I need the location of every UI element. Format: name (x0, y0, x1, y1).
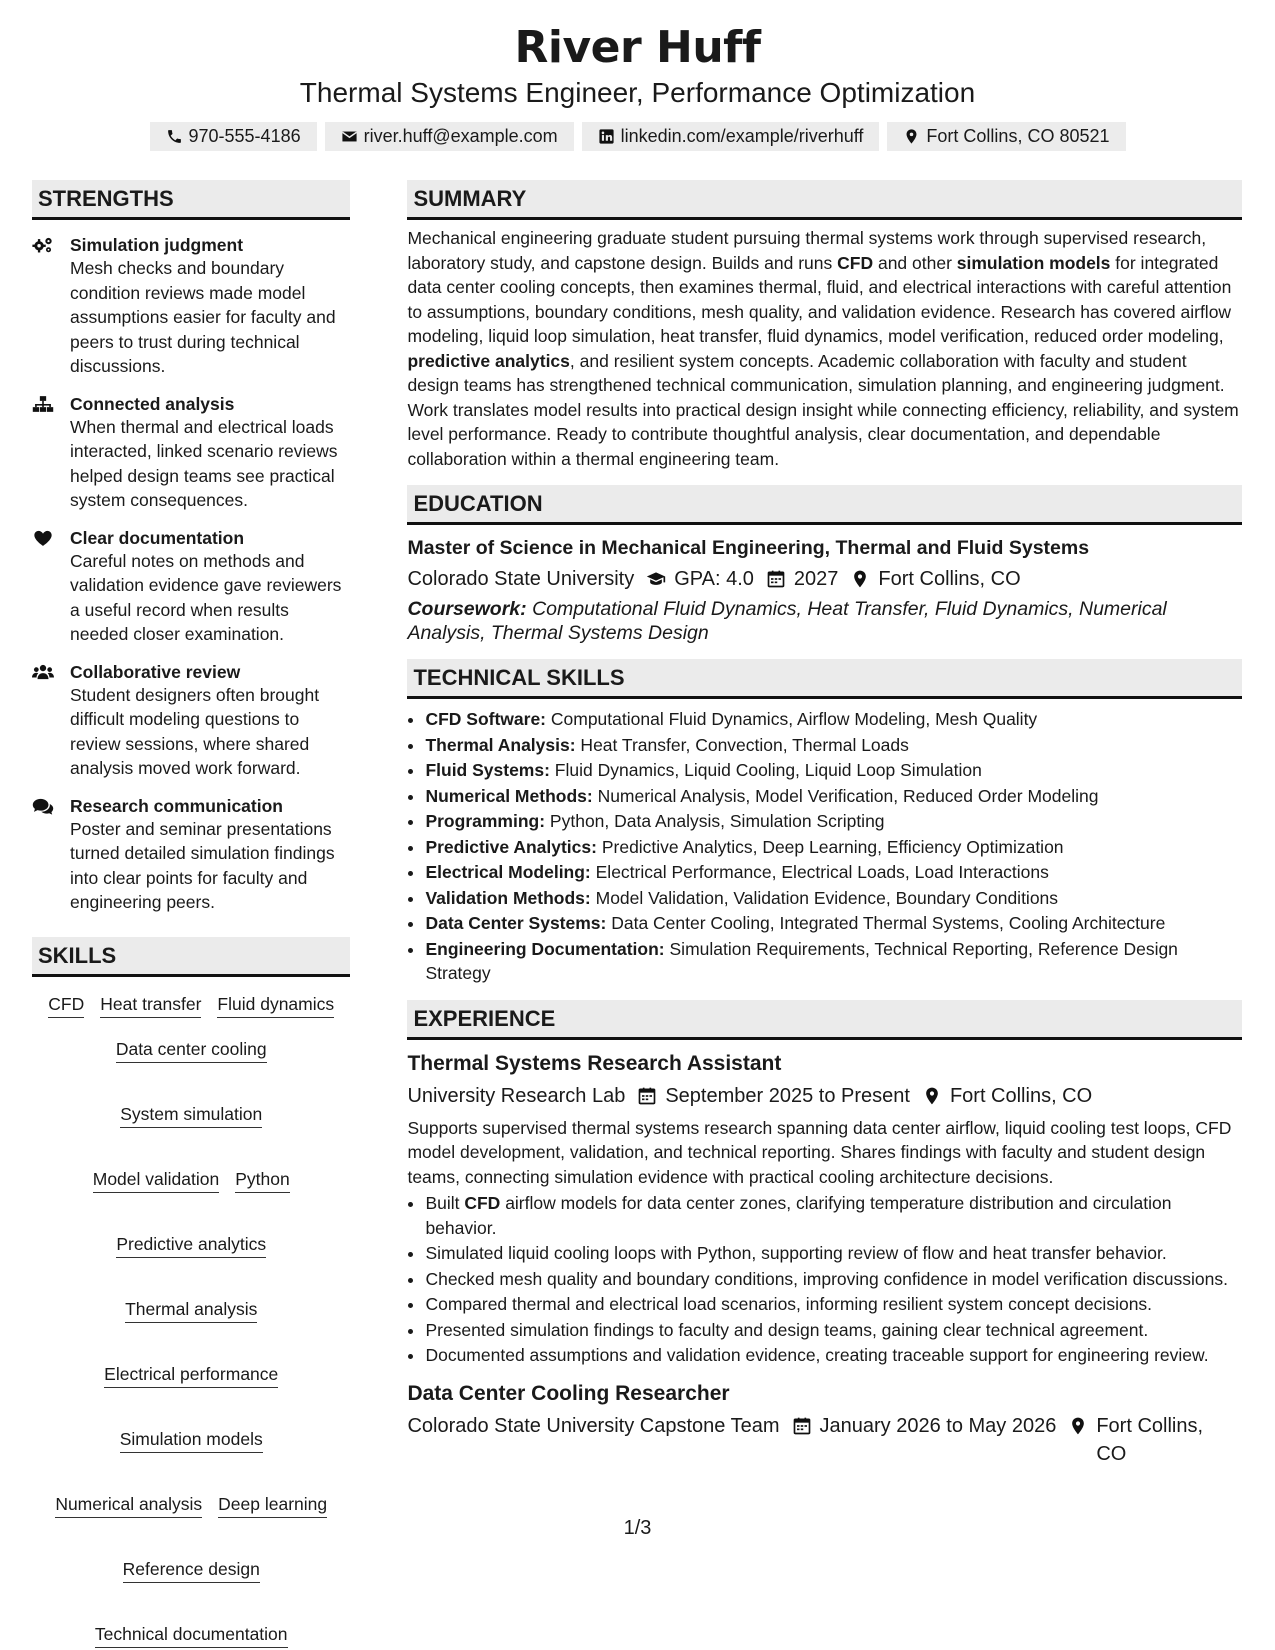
summary-text: Mechanical engineering graduate student pursuing thermal systems work through supervised research, laboratory study, and capstone design. Builds and runs CFD and other simulation models for integrated data center cooling concepts, then examines thermal, fluid, and electrical interactions with careful attention to assumptions, boundary conditions, mesh quality, and validation evidence. Research has covered airflow modeling, liquid loop simulation, heat transfer, fluid dynamics, model verification, reduced order modeling, predictive analytics, and resilient system concepts. Academic collaboration with faculty and student design teams has strengthened technical communication, simulation planning, and engineering judgment. Work translates model results into practical design insight while connecting efficiency, reliability, and system level performance. Ready to contribute thoughtful analysis, clear documentation, and dependable collaboration within a thermal engineering team. (407, 228, 1239, 469)
contact-email[interactable] (325, 122, 574, 151)
strength-item (32, 795, 350, 915)
strength-desc: Mesh checks and boundary condition reviews made model assumptions easier for faculty and peers to trust during technical discussions. (70, 258, 336, 376)
left-column (32, 180, 350, 1648)
list-item: • CFD Software: Computational Fluid Dynamics, Airflow Modeling, Mesh Quality (425, 707, 1242, 732)
skill-tag: Fluid dynamics (217, 993, 334, 1018)
skill-tag: Predictive analytics (116, 1233, 266, 1258)
strength-item (32, 393, 350, 513)
map-pin-icon (850, 569, 870, 589)
skill-tag: Thermal analysis (125, 1298, 257, 1323)
list-item: • Checked mesh quality and boundary conditions, improving confidence in model verification discussions. (425, 1267, 1242, 1292)
skill-tag: Deep learning (218, 1493, 327, 1518)
experience-heading: EXPERIENCE (407, 1000, 1242, 1040)
contact-linkedin[interactable] (582, 122, 880, 151)
strength-title: Research communication (70, 795, 283, 816)
map-pin-icon (903, 128, 920, 145)
job-dates: January 2026 to May 2026 (819, 1414, 1057, 1437)
calendar-icon (766, 569, 786, 589)
contact-text: linkedin.com/example/riverhuff (620, 126, 864, 146)
strength-title: Connected analysis (70, 393, 235, 414)
strength-desc: Poster and seminar presentations turned detailed simulation findings into clear points for faculty and engineering peers. (70, 818, 335, 912)
job-title: Data Center Cooling Researcher (407, 1381, 730, 1405)
list-item: • Documented assumptions and validation evidence, creating traceable support for engineering review. (425, 1343, 1242, 1368)
school-location: Fort Collins, CO (878, 568, 1021, 590)
strength-title: Clear documentation (70, 527, 245, 548)
contact-phone[interactable] (150, 122, 317, 151)
contact-bar (0, 122, 1275, 151)
phone-icon (166, 128, 183, 145)
candidate-name: River Huff (514, 22, 761, 73)
list-item: • Presented simulation findings to faculty and design teams, gaining clear technical agreement. (425, 1318, 1242, 1343)
skill-tag: System simulation (120, 1103, 262, 1128)
contact-text: river.huff@example.com (363, 126, 558, 146)
list-item: • Predictive Analytics: Predictive Analytics, Deep Learning, Efficiency Optimization (425, 835, 1242, 860)
grad-year: 2027 (793, 568, 839, 590)
contact-text: Fort Collins, CO 80521 (926, 126, 1110, 146)
envelope-icon (341, 128, 358, 145)
list-item: • Validation Methods: Model Validation, Validation Evidence, Boundary Conditions (425, 886, 1242, 911)
heart-icon (32, 529, 54, 547)
gpa: GPA: 4.0 (674, 568, 754, 590)
education-meta (407, 565, 1242, 593)
job-location: Fort Collins, CO (1096, 1414, 1204, 1465)
coursework: Coursework: Computational Fluid Dynamics, Heat Transfer, Fluid Dynamics, Numerical Analysis, Thermal Systems Design (407, 598, 1167, 644)
comments-icon (32, 797, 54, 815)
skill-tag: Simulation models (120, 1428, 263, 1453)
job-location: Fort Collins, CO (949, 1084, 1093, 1107)
list-item: • Thermal Analysis: Heat Transfer, Convection, Thermal Loads (425, 733, 1242, 758)
skill-tag: Reference design (123, 1558, 260, 1583)
skill-tag: Model validation (93, 1168, 219, 1193)
summary-heading: SUMMARY (407, 180, 1242, 220)
job-org: University Research Lab (407, 1084, 626, 1107)
candidate-title: Thermal Systems Engineer, Performance Optimization (299, 77, 976, 108)
skill-tag: Python (235, 1168, 289, 1193)
contact-location (887, 122, 1125, 151)
skill-tag: Electrical performance (104, 1363, 278, 1388)
calendar-icon (792, 1416, 812, 1436)
job-summary: Supports supervised thermal systems research spanning data center airflow, liquid cooling test loops, CFD model development, validation, and technical reporting. Shares findings with faculty and student design teams, connecting simulation evidence with practical cooling architecture decisions. (407, 1117, 1232, 1187)
right-column (407, 180, 1242, 1648)
list-item: • Compared thermal and electrical load scenarios, informing resilient system concept decisions. (425, 1292, 1242, 1317)
linkedin-icon (598, 128, 615, 145)
job-org: Colorado State University Capstone Team (407, 1414, 780, 1437)
technical-skills-heading: TECHNICAL SKILLS (407, 659, 1242, 699)
map-pin-icon (1068, 1416, 1088, 1436)
skill-tag: CFD (48, 993, 84, 1018)
list-item: • Simulated liquid cooling loops with Python, supporting review of flow and heat transfer behavior. (425, 1241, 1242, 1266)
technical-skills-list (407, 707, 1242, 986)
strength-desc: Careful notes on methods and validation evidence gave reviewers a useful record when results needed closer examination. (70, 550, 342, 644)
job-meta (407, 1412, 1242, 1468)
list-item: • Programming: Python, Data Analysis, Simulation Scripting (425, 809, 1242, 834)
strength-desc: When thermal and electrical loads interacted, linked scenario reviews helped design teams see practical system consequences. (70, 416, 338, 510)
list-item: • Numerical Methods: Numerical Analysis, Model Verification, Reduced Order Modeling (425, 784, 1242, 809)
job-dates: September 2025 to Present (665, 1084, 910, 1107)
users-icon (32, 663, 54, 681)
education-heading: EDUCATION (407, 485, 1242, 525)
gears-icon (32, 236, 54, 254)
resume-header (0, 0, 1275, 151)
skills-heading: SKILLS (32, 937, 350, 977)
list-item: • Engineering Documentation: Simulation Requirements, Technical Reporting, Reference Design Strategy (425, 937, 1242, 986)
strengths-heading: STRENGTHS (32, 180, 350, 220)
strength-item (32, 661, 350, 781)
page-number: 1/3 (623, 1517, 652, 1539)
skill-tag: Numerical analysis (55, 1493, 202, 1518)
strength-desc: Student designers often brought difficult modeling questions to review sessions, where shared analysis moved work forward. (70, 684, 320, 778)
contact-text: 970-555-4186 (188, 126, 301, 146)
strengths-list (32, 234, 350, 915)
job-bullets (407, 1191, 1242, 1368)
list-item: • Built CFD airflow models for data center zones, clarifying temperature distribution and circulation behavior. (425, 1191, 1242, 1240)
map-pin-icon (922, 1086, 942, 1106)
degree-title: Master of Science in Mechanical Engineering, Thermal and Fluid Systems (407, 537, 1090, 559)
job-meta (407, 1082, 1242, 1110)
school-name: Colorado State University (407, 568, 635, 590)
list-item: • Fluid Systems: Fluid Dynamics, Liquid Cooling, Liquid Loop Simulation (425, 758, 1242, 783)
strength-item (32, 234, 350, 379)
list-item: • Data Center Systems: Data Center Cooling, Integrated Thermal Systems, Cooling Architecture (425, 911, 1242, 936)
strength-title: Collaborative review (70, 661, 241, 682)
skill-tag: Heat transfer (100, 993, 201, 1018)
job-title: Thermal Systems Research Assistant (407, 1051, 782, 1075)
skills-list (32, 993, 350, 1648)
skill-tag: Technical documentation (95, 1623, 288, 1648)
skill-tag: Data center cooling (116, 1038, 267, 1063)
graduation-cap-icon (646, 569, 666, 589)
sitemap-icon (32, 395, 54, 413)
strength-title: Simulation judgment (70, 235, 244, 255)
strength-item (32, 527, 350, 647)
list-item: • Electrical Modeling: Electrical Performance, Electrical Loads, Load Interactions (425, 860, 1242, 885)
calendar-icon (637, 1086, 657, 1106)
